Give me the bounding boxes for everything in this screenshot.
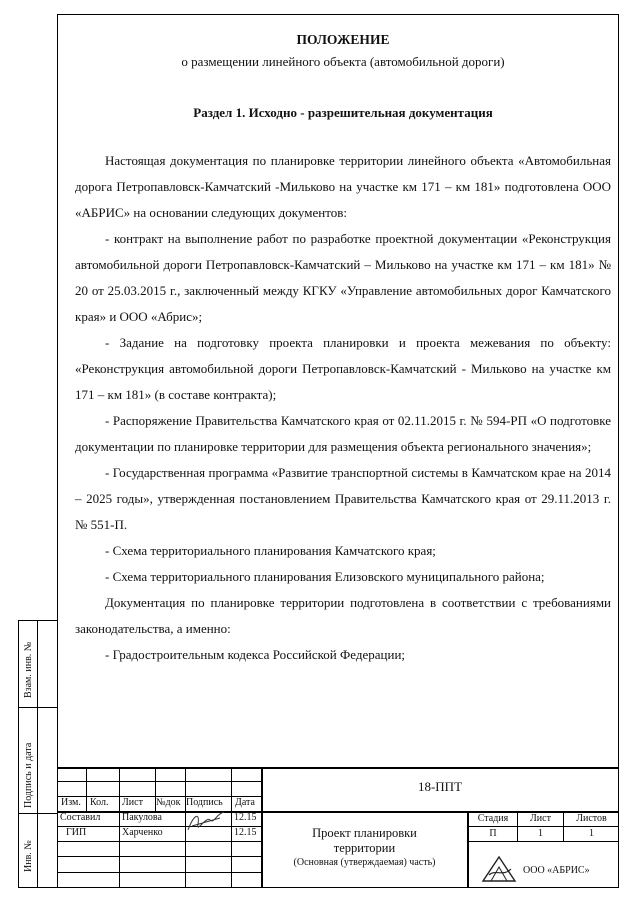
tb-header-podpis: Подпись — [186, 797, 223, 808]
stage-value: П — [489, 828, 497, 839]
tb-name: Харченко — [122, 827, 163, 838]
tb-line — [467, 826, 619, 827]
sheet-header: Лист — [530, 813, 551, 824]
side-strip-row-line — [18, 813, 58, 814]
tb-header-ndok: №док — [156, 797, 181, 808]
signature-mark — [186, 808, 228, 838]
tb-role: ГИП — [66, 827, 87, 838]
project-line-2: территории — [333, 841, 396, 855]
paragraph: - Государственная программа «Развитие транспортной системы в Камчатском крае на 2014 – 2025 годы», утвержденная постановлением Правительства Камчатского края от 29.11.2013 г. № 551-П. — [75, 465, 611, 532]
tb-line — [467, 841, 619, 842]
tb-date: 12.15 — [234, 827, 257, 838]
document-body — [75, 32, 611, 668]
paragraph: Настоящая документация по планировке территории линейного объекта «Автомобильная дорога Петропавловск-Камчатский -Мильково на участке км 171 – км 181» подготовлена ООО «АБРИС» на основании следующих документов: — [75, 153, 611, 220]
tb-header-izm: Изм. — [61, 797, 81, 808]
sheet-value: 1 — [538, 828, 543, 839]
document-title: ПОЛОЖЕНИЕ — [296, 32, 390, 47]
section-heading: Раздел 1. Исходно - разрешительная документация — [193, 105, 493, 120]
tb-line — [86, 767, 87, 811]
tb-line — [231, 767, 232, 888]
project-line-3: (Основная (утверждаемая) часть) — [293, 857, 436, 868]
tb-line — [57, 767, 619, 769]
tb-header-kol: Кол. — [90, 797, 109, 808]
paragraph: - Градостроительным кодекса Российской Федерации; — [105, 647, 406, 662]
company-logo-icon — [481, 855, 517, 883]
side-strip-row-line — [18, 707, 58, 708]
project-line-1: Проект планировки — [312, 826, 417, 840]
document-code: 18-ППТ — [417, 779, 463, 794]
tb-header-list: Лист — [122, 797, 143, 808]
paragraph: - контракт на выполнение работ по разработке проектной документации «Реконструкция автомобильной дороги Петропавловск-Камчатский – Мильково на участке км 171 – км 181» № 20 от 25.03.2015 г., заключенный между КГКУ «Управление автомобильных дорог Камчатского края» и ООО «Абрис»; — [75, 231, 611, 324]
paragraph: - Задание на подготовку проекта планировки и проекта межевания по объекту: «Реконструкция автомобильной дороги Петропавловск-Камчатский - Мильково на участке км 171 – км 181» (в составе контракта); — [75, 335, 611, 402]
tb-date: 12.15 — [234, 812, 257, 823]
sheets-value: 1 — [589, 828, 594, 839]
sheets-header: Листов — [576, 813, 607, 824]
paragraph: - Распоряжение Правительства Камчатского края от 02.11.2015 г. № 594-РП «О подготовке документации по планировке территории для размещения объекта регионального значения»; — [75, 413, 611, 454]
side-label-inv: Инв. № — [23, 840, 34, 872]
paragraph: Документация по планировке территории подготовлена в соответствии с требованиями законодательства, а именно: — [75, 595, 611, 636]
tb-name: Пакулова — [122, 812, 162, 823]
side-label-vzam: Взам. инв. № — [23, 641, 34, 698]
stage-header: Стадия — [477, 813, 509, 824]
paragraph: - Схема территориального планирования Камчатского края; — [105, 543, 436, 558]
paragraph: - Схема территориального планирования Елизовского муниципального района; — [105, 569, 545, 584]
project-title — [262, 826, 467, 870]
organization-name: ООО «АБРИС» — [523, 865, 590, 876]
document-subtitle: о размещении линейного объекта (автомобильной дороги) — [181, 54, 505, 69]
tb-line — [119, 767, 120, 888]
tb-header-data: Дата — [235, 797, 255, 808]
side-label-podpis: Подпись и дата — [23, 742, 34, 808]
tb-role: Составил — [60, 812, 101, 823]
